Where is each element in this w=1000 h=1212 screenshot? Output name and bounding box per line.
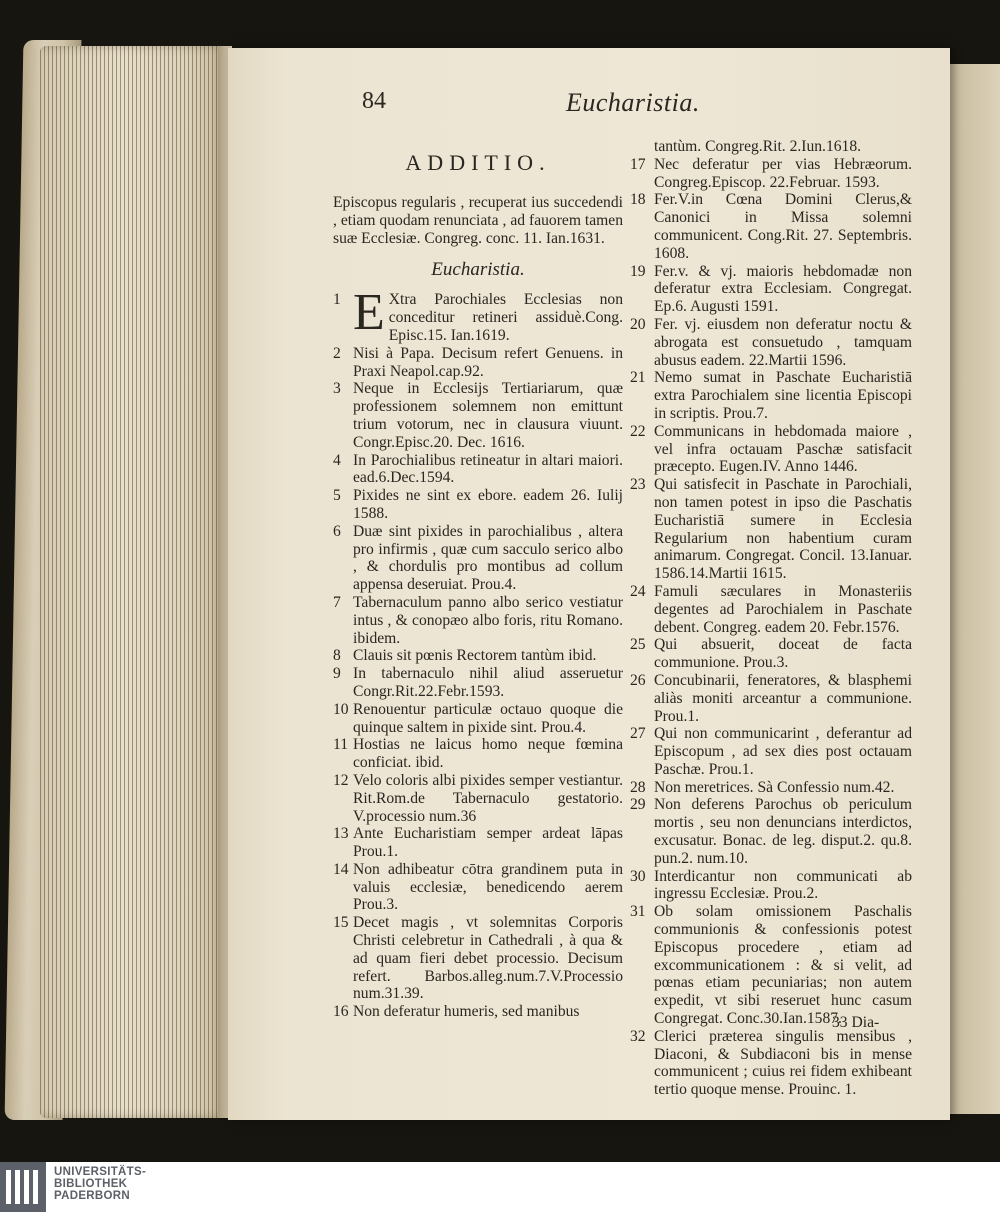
entry-item: [333, 523, 623, 594]
entry-text: Nec deferatur per vias Hebræorum. Congreg.Episcop. 22.Februar. 1593.: [654, 155, 912, 191]
entry-number: 32: [630, 1027, 646, 1045]
entry-item: [630, 672, 912, 725]
entry-number: 24: [630, 582, 646, 600]
page-block-edge: [40, 46, 225, 1118]
section-subheading: Eucharistia.: [431, 259, 525, 281]
entry-item: [630, 725, 912, 778]
entry-item: [630, 316, 912, 369]
entry-text: Nemo sumat in Paschate Eucharistiā extra Parochialem sine licentia Episcopi in scriptis. Prou.7.: [654, 369, 912, 422]
drop-capital: E: [353, 284, 385, 342]
entry-number: 7: [333, 593, 341, 611]
entry-number: 12: [333, 771, 349, 789]
entry-item: [630, 156, 912, 192]
entry-number: 2: [333, 344, 341, 362]
entry-text: Concubinarii, feneratores, & blasphemi aliàs moniti arceantur a communione. Prou.1.: [654, 671, 912, 725]
entry-text: Communicans in hebdomada maiore , vel infra octauam Paschæ satisfacit præcepto. Eugen.IV. Anno 1446.: [654, 422, 912, 476]
entry-item: [333, 736, 623, 772]
continuation-line: tantùm. Congreg.Rit. 2.Iun.1618.: [654, 138, 862, 155]
entry-item: [630, 636, 912, 672]
entry-number: 14: [333, 860, 349, 878]
entry-number: 21: [630, 369, 646, 387]
entry-item: [630, 779, 912, 797]
entry-text: Fer.v. & vj. maioris hebdomadæ non deferatur extra Ecclesiam. Congregat. Ep.6. Augusti 1591.: [654, 262, 912, 316]
entry-item: [333, 701, 623, 737]
entry-number: 19: [630, 262, 646, 280]
entry-text: Clauis sit pœnis Rectorem tantùm ibid.: [353, 647, 597, 665]
page-number: 84: [362, 88, 386, 114]
entry-number: 23: [630, 476, 646, 494]
entry-item: [333, 284, 623, 344]
entry-number: 16: [333, 1003, 349, 1021]
entry-item: [630, 369, 912, 422]
catchword: 33 Dia-: [832, 1014, 880, 1031]
entry-number: 3: [333, 380, 341, 398]
entry-item: [333, 665, 623, 701]
left-column: [333, 150, 623, 1021]
entry-number: 22: [630, 422, 646, 440]
running-head: Eucharistia.: [566, 88, 700, 117]
facing-page-edge: [948, 64, 1000, 1114]
entry-text: Velo coloris albi pixides semper vestiantur. Rit.Rom.de Tabernaculo gestatorio. V.processio num.36: [353, 771, 623, 825]
entry-number: 30: [630, 867, 646, 885]
entry-number: 17: [630, 155, 646, 173]
entry-item: [630, 423, 912, 476]
entry-number: 29: [630, 796, 646, 814]
entry-text: Qui absuerit, doceat de facta communione. Prou.3.: [654, 636, 912, 672]
entry-number: 11: [333, 736, 349, 754]
entry-text: Qui satisfecit in Paschate in Parochiali, non tamen potest in ipso die Paschatis Eucharistiā sumere in Ecclesia Regularium non habentium curam animarum. Congregat. Concil. 13.Ianuar. 1586.14.Martii 1615.: [654, 476, 912, 583]
entry-item: [333, 914, 623, 1003]
entry-item: [333, 825, 623, 861]
entry-number: 1: [333, 291, 341, 309]
entry-number: 26: [630, 671, 646, 689]
library-name: [54, 1166, 146, 1202]
entry-number: 8: [333, 647, 341, 665]
entry-item: [630, 263, 912, 316]
entry-text: In tabernaculo nihil aliud asseruetur Congr.Rit.22.Febr.1593.: [353, 665, 623, 700]
library-name-line: UNIVERSITÄTS-: [54, 1166, 147, 1178]
entry-text: Hostias ne laicus homo neque fœmina conficiat. ibid.: [353, 736, 623, 772]
additio-heading: ADDITIO.: [405, 150, 551, 175]
entry-number: 10: [333, 700, 349, 718]
entry-item: [630, 191, 912, 262]
library-logo-icon: [0, 1162, 46, 1212]
entry-text: Fer.V.in Cœna Domini Clerus,& Canonici in Missa solemni communicent. Cong.Rit. 27. Septembris. 1608.: [654, 191, 912, 262]
entry-item: [333, 594, 623, 647]
entry-text: Nisi à Papa. Decisum refert Genuens. in Praxi Neapol.cap.92.: [353, 344, 623, 380]
entry-text: Famuli sæculares in Monasteriis degentes ad Parochialem in Paschate debent. Congreg. eadem 20. Febr.1576.: [654, 582, 912, 636]
entry-number: 25: [630, 636, 646, 654]
entry-text: Fer. vj. eiusdem non deferatur noctu & abrogata est consuetudo , tamquam abusus eadem. 22.Martii 1596.: [654, 315, 912, 369]
entry-text: Ante Eucharistiam semper ardeat lāpas Prou.1.: [353, 825, 623, 861]
entry-item: [333, 772, 623, 825]
entry-text-body: Xtra Parochiales Ecclesias non conceditur retineri assiduè.Cong. Episc.15. Ian.1619.: [388, 291, 623, 344]
entry-item: [630, 868, 912, 904]
entry-text: [353, 284, 623, 344]
right-column: [630, 138, 912, 1099]
entry-number: 31: [630, 903, 646, 921]
entry-number: 20: [630, 315, 646, 333]
entry-item: [333, 1003, 623, 1021]
entry-item: [333, 647, 623, 665]
entry-number: 4: [333, 451, 341, 469]
library-name-line: PADERBORN: [54, 1190, 130, 1202]
entry-text: Neque in Ecclesijs Tertiariarum, quæ professionem solemnem non emittunt trium votorum, nec in clausura viuunt. Congr.Episc.20. Dec. 1616.: [353, 380, 623, 451]
entry-item: [333, 452, 623, 488]
entry-text: Non deferatur humeris, sed manibus: [353, 1003, 580, 1021]
entry-text: Pixides ne sint ex ebore. eadem 26. Iulij 1588.: [353, 487, 623, 522]
entry-text: Non deferens Parochus ob periculum mortis , seu non denuncians interdictos, excusatur. Bonac. de leg. disput.2. qu.8. pun.2. num.10.: [654, 796, 912, 867]
entry-item: [630, 1028, 912, 1099]
entry-text: Non meretrices. Sà Confessio num.42.: [654, 778, 895, 796]
entry-number: 5: [333, 487, 341, 505]
entry-text: Duæ sint pixides in parochialibus , altera pro infirmis , quæ cum sacculo serico albo , & chordulis pro montibus ad collum appensa deseruiat. Prou.4.: [353, 522, 623, 594]
entry-text: Tabernaculum panno albo serico vestiatur intus , & conopæo albo foris, ritu Romano. ibidem.: [353, 593, 623, 647]
entry-text: Decet magis , vt solemnitas Corporis Christi celebretur in Cathedrali , à qua & ad quam fieri debet processio. Decisum refert. Barbos.alleg.num.7.V.Processio num.31.39.: [353, 914, 623, 1003]
footer-bar: [0, 1162, 1000, 1212]
entry-item: [630, 583, 912, 636]
entry-number: 9: [333, 665, 341, 683]
entry-item: [630, 476, 912, 583]
entry-text: Qui non communicarint , deferantur ad Episcopum , ad sex dies post octauam Paschæ. Prou.1.: [654, 725, 912, 778]
entry-item: [630, 796, 912, 867]
entry-text: Ob solam omissionem Paschalis communionis & confessionis potest Episcopus procedere , etiam ad excommunicationem : & si velit, ad pœnas etiam pecuniarias; non autem expedit, vt sibi reseruet hunc casum Congregat. Conc.30.Ian.1587.: [654, 903, 912, 1028]
entry-item: [333, 380, 623, 451]
entry-text: In Parochialibus retineatur in altari maiori. ead.6.Dec.1594.: [353, 451, 623, 487]
entry-text: Interdicantur non communicati ab ingressu Ecclesiæ. Prou.2.: [654, 867, 912, 903]
entry-item: [333, 345, 623, 381]
entry-number: 13: [333, 825, 349, 843]
entry-text: Clerici præterea singulis mensibus , Diaconi, & Subdiaconi bis in mense communicent ; cuius rei fidem exhibeant tertio quoque mense. Prouinc. 1.: [654, 1027, 912, 1099]
library-name-line: BIBLIOTHEK: [54, 1178, 128, 1190]
entry-number: 27: [630, 725, 646, 743]
entry-number: 18: [630, 191, 646, 209]
entry-text: Non adhibeatur cōtra grandinem puta in valuis ecclesiæ, benedicendo aerem Prou.3.: [353, 860, 623, 914]
entry-item: [333, 487, 623, 523]
entry-number: 6: [333, 522, 341, 540]
entry-number: 28: [630, 778, 646, 796]
entry-number: 15: [333, 914, 349, 932]
entry-item: [630, 903, 912, 1028]
addendum-paragraph: Episcopus regularis , recuperat ius succedendi , etiam quodam renunciata , ad fauorem tamen suæ Ecclesiæ. Congreg. conc. 11. Ian.1631.: [333, 194, 623, 247]
entry-text: Renouentur particulæ octauo quoque die quinque saltem in pixide sint. Prou.4.: [353, 700, 623, 736]
entry-item: [333, 861, 623, 914]
